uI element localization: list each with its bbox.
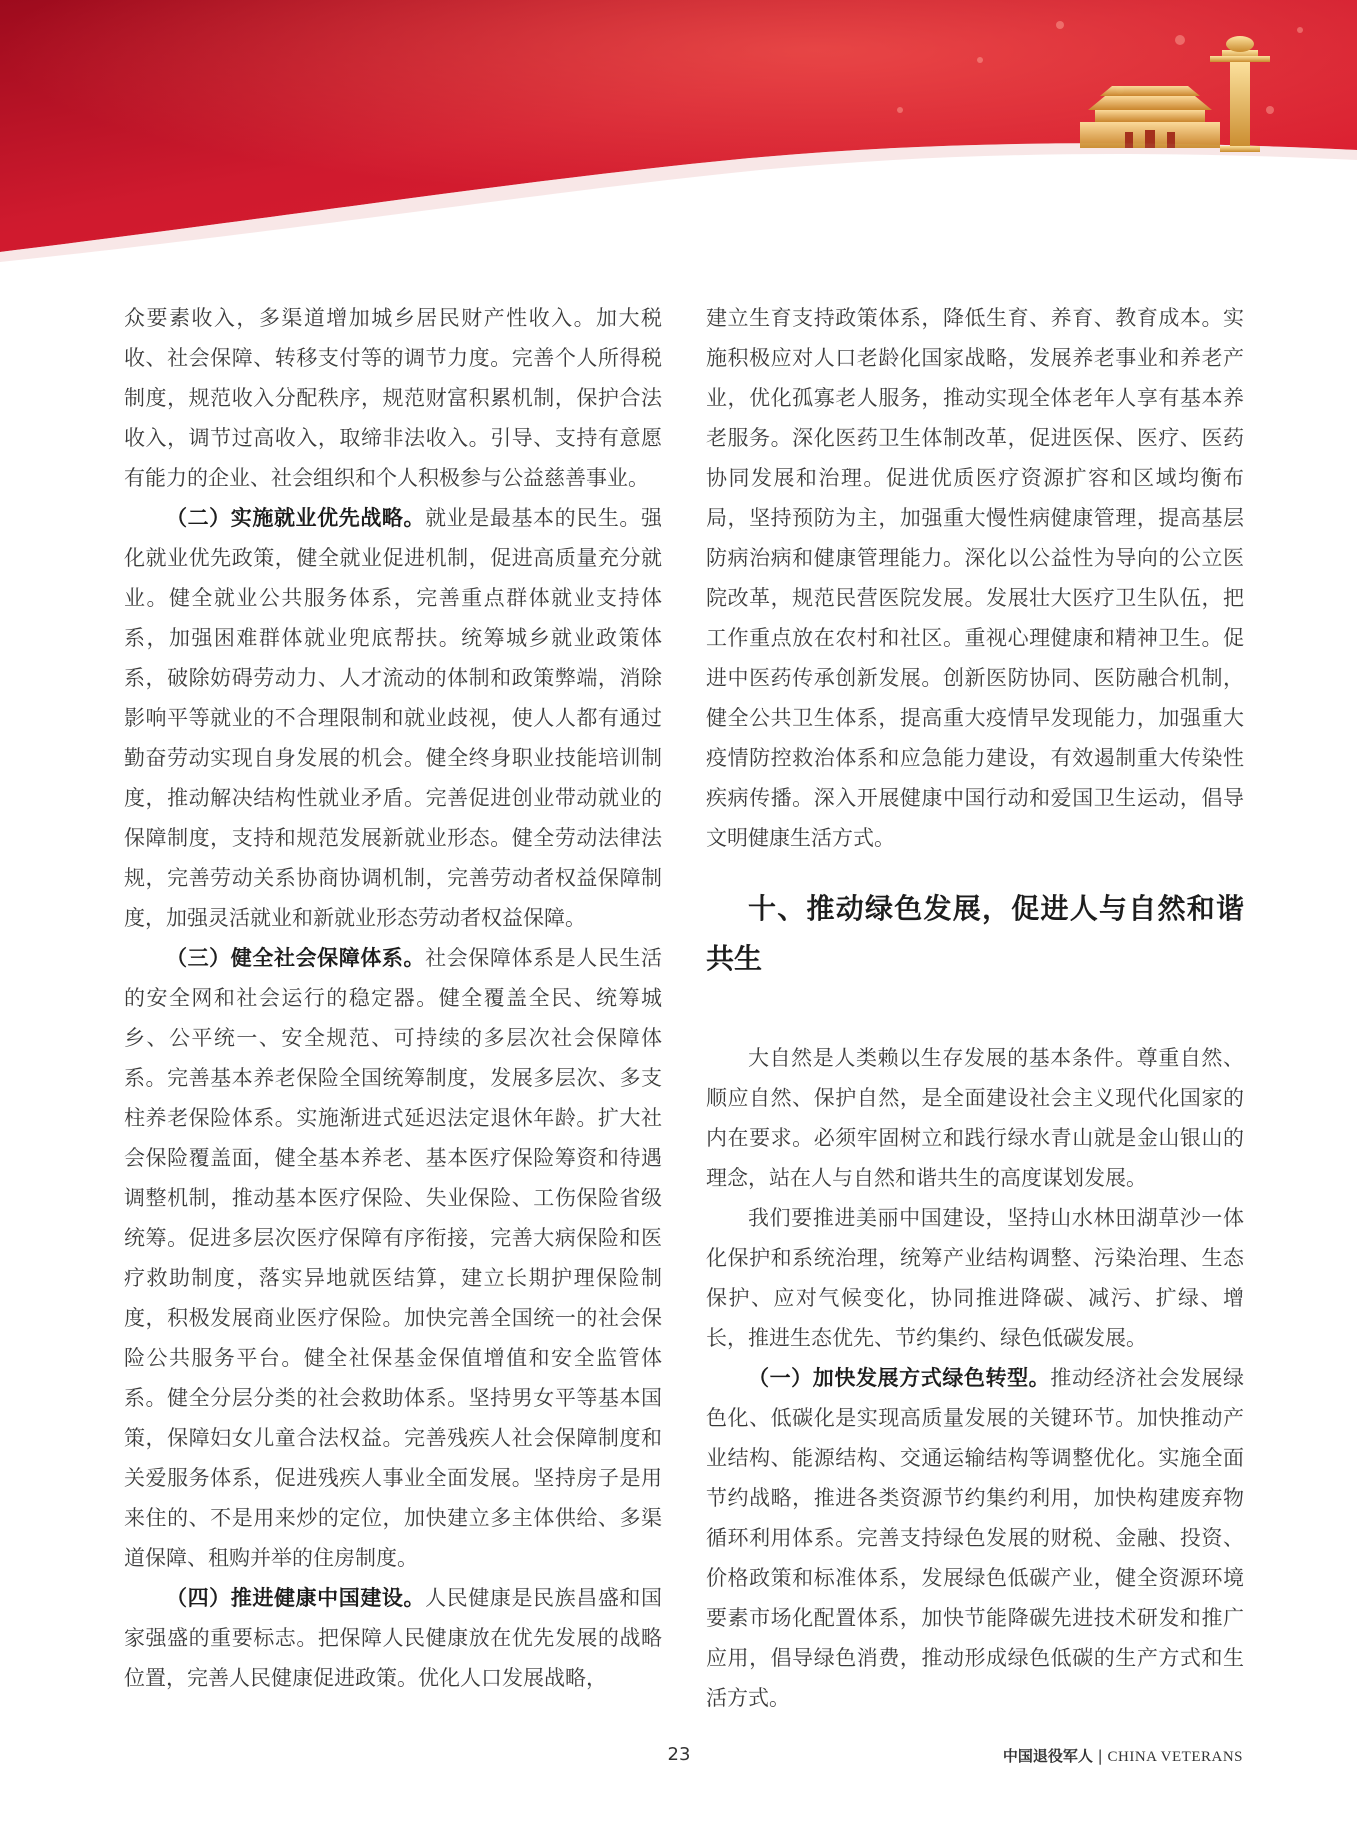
page-number: 23	[667, 1744, 691, 1765]
brand-cn: 中国退役军人	[1002, 1747, 1093, 1765]
section-body: 人民健康是民族昌盛和国家强盛的重要标志。把保障人民健康放在优先发展的战略位置，完善人民健康促进政策。优化人口发展战略，	[124, 1586, 663, 1690]
left-column	[124, 298, 662, 1698]
publication-brand	[1003, 1745, 1243, 1766]
section-title: （三）健全社会保障体系。	[166, 946, 426, 970]
section-2	[124, 498, 662, 938]
paragraph: 众要素收入，多渠道增加城乡居民财产性收入。加大税收、社会保障、转移支付等的调节力度。完善个人所得税制度，规范收入分配秩序，规范财富积累机制，保护合法收入，调节过高收入，取缔非法收入。引导、支持有意愿有能力的企业、社会组织和个人积极参与公益慈善事业。	[124, 306, 662, 490]
section-title: （二）实施就业优先战略。	[166, 506, 426, 530]
section-title: （四）推进健康中国建设。	[166, 1586, 426, 1610]
section-body: 社会保障体系是人民生活的安全网和社会运行的稳定器。健全覆盖全民、统筹城乡、公平统一、安全规范、可持续的多层次社会保障体系。完善基本养老保险全国统筹制度，发展多层次、多支柱养老保险体系。实施渐进式延迟法定退休年龄。扩大社会保险覆盖面，健全基本养老、基本医疗保险筹资和待遇调整机制，推动基本医疗保险、失业保险、工伤保险省级统筹。促进多层次医疗保障有序衔接，完善大病保险和医疗救助制度，落实异地就医结算，建立长期护理保险制度，积极发展商业医疗保险。加快完善全国统一的社会保险公共服务平台。健全社保基金保值增值和安全监管体系。健全分层分类的社会救助体系。坚持男女平等基本国策，保障妇女儿童合法权益。完善残疾人社会保障制度和关爱服务体系，促进残疾人事业全面发展。坚持房子是用来住的、不是用来炒的定位，加快建立多主体供给、多渠道保障、租购并举的住房制度。	[124, 946, 663, 1570]
tiananmen-icon	[1080, 86, 1220, 148]
section-1	[706, 1358, 1244, 1718]
paragraph: 我们要推进美丽中国建设，坚持山水林田湖草沙一体化保护和系统治理，统筹产业结构调整、污染治理、生态保护、应对气候变化，协同推进降碳、减污、扩绿、增长，推进生态优先、节约集约、绿色低碳发展。	[706, 1206, 1244, 1350]
paragraph: 建立生育支持政策体系，降低生育、养育、教育成本。实施积极应对人口老龄化国家战略，发展养老事业和养老产业，优化孤寡老人服务，推动实现全体老年人享有基本养老服务。深化医药卫生体制改革，促进医保、医疗、医药协同发展和治理。促进优质医疗资源扩容和区域均衡布局，坚持预防为主，加强重大慢性病健康管理，提高基层防病治病和健康管理能力。深化以公益性为导向的公立医院改革，规范民营医院发展。发展壮大医疗卫生队伍，把工作重点放在农村和社区。重视心理健康和精神卫生。促进中医药传承创新发展。创新医防协同、医防融合机制，健全公共卫生体系，提高重大疫情早发现能力，加强重大疫情防控救治体系和应急能力建设，有效遏制重大传染性疾病传播。深入开展健康中国行动和爱国卫生运动，倡导文明健康生活方式。	[706, 306, 1244, 850]
section-3	[124, 938, 662, 1578]
brand-separator: |	[1097, 1747, 1103, 1765]
right-column	[706, 298, 1244, 1718]
paragraph: 大自然是人类赖以生存发展的基本条件。尊重自然、顺应自然、保护自然，是全面建设社会主义现代化国家的内在要求。必须牢固树立和践行绿水青山就是金山银山的理念，站在人与自然和谐共生的高度谋划发展。	[706, 1046, 1244, 1190]
chapter-heading: 十、推动绿色发展，促进人与自然和谐共生	[706, 892, 1244, 975]
brand-en: CHINA VETERANS	[1107, 1749, 1243, 1765]
section-title: （一）加快发展方式绿色转型。	[748, 1366, 1051, 1390]
section-body: 推动经济社会发展绿色化、低碳化是实现高质量发展的关键环节。加快推动产业结构、能源结构、交通运输结构等调整优化。实施全面节约战略，推进各类资源节约集约利用，加快构建废弃物循环利用体系。完善支持绿色发展的财税、金融、投资、价格政策和标准体系，发展绿色低碳产业，健全资源环境要素市场化配置体系，加快节能降碳先进技术研发和推广应用，倡导绿色消费，推动形成绿色低碳的生产方式和生活方式。	[706, 1366, 1245, 1710]
section-4	[124, 1578, 662, 1698]
header-banner	[0, 0, 1357, 280]
section-body: 就业是最基本的民生。强化就业优先政策，健全就业促进机制，促进高质量充分就业。健全就业公共服务体系，完善重点群体就业支持体系，加强困难群体就业兜底帮扶。统筹城乡就业政策体系，破除妨碍劳动力、人才流动的体制和政策弊端，消除影响平等就业的不合理限制和就业歧视，使人人都有通过勤奋劳动实现自身发展的机会。健全终身职业技能培训制度，推动解决结构性就业矛盾。完善促进创业带动就业的保障制度，支持和规范发展新就业形态。健全劳动法律法规，完善劳动关系协商协调机制，完善劳动者权益保障制度，加强灵活就业和新就业形态劳动者权益保障。	[124, 506, 663, 930]
